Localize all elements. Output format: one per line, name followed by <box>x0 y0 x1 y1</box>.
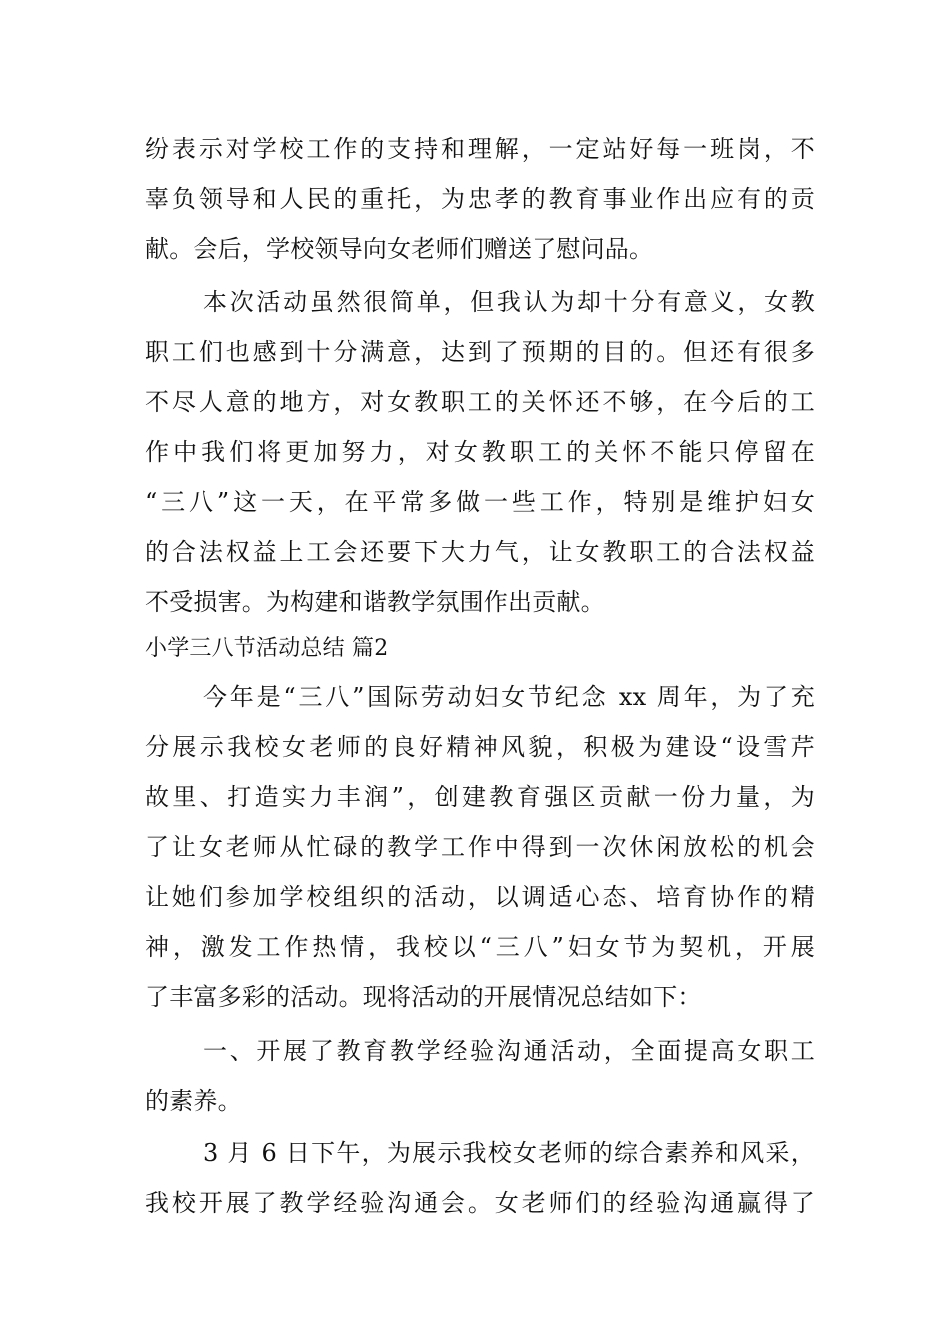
text-line: 3 月 6 日下午，为展示我校女老师的综合素养和风采， <box>203 1139 815 1167</box>
text-line: 献。会后，学校领导向女老师们赠送了慰问品。 <box>145 235 654 263</box>
text-line: 分展示我校女老师的良好精神风貌，积极为建设“设雪芹 <box>145 733 815 761</box>
text-line: 不受损害。为构建和谐教学氛围作出贡献。 <box>145 588 605 616</box>
section-heading: 小学三八节活动总结 篇2 <box>145 636 389 661</box>
text-line: 一、开展了教育教学经验沟通活动，全面提高女职工 <box>203 1037 815 1065</box>
text-line: 故里、打造实力丰润”，创建教育强区贡献一份力量，为 <box>145 783 815 811</box>
text-line: 了让女老师从忙碌的教学工作中得到一次休闲放松的机会 <box>145 833 815 861</box>
text-line: 神，激发工作热情，我校以“三八”妇女节为契机，开展 <box>145 933 815 961</box>
text-line: 辜负领导和人民的重托，为忠孝的教育事业作出应有的贡 <box>145 185 815 213</box>
text-line: 我校开展了教学经验沟通会。女老师们的经验沟通赢得了 <box>145 1189 815 1217</box>
text-line: 今年是“三八”国际劳动妇女节纪念 xx 周年，为了充 <box>203 683 815 711</box>
text-line: 作中我们将更加努力，对女教职工的关怀不能只停留在 <box>145 438 815 466</box>
text-line: “三八”这一天，在平常多做一些工作，特别是维护妇女 <box>145 488 815 516</box>
text-line: 本次活动虽然很简单，但我认为却十分有意义，女教 <box>203 288 815 316</box>
text-line: 的素养。 <box>145 1087 242 1115</box>
text-line: 的合法权益上工会还要下大力气，让女教职工的合法权益 <box>145 538 815 566</box>
text-line: 不尽人意的地方，对女教职工的关怀还不够，在今后的工 <box>145 388 815 416</box>
text-line: 纷表示对学校工作的支持和理解，一定站好每一班岗，不 <box>145 135 815 163</box>
text-line: 让她们参加学校组织的活动，以调适心态、培育协作的精 <box>145 883 815 911</box>
text-line: 了丰富多彩的活动。现将活动的开展情况总结如下： <box>145 983 702 1011</box>
text-line: 职工们也感到十分满意，达到了预期的目的。但还有很多 <box>145 338 815 366</box>
